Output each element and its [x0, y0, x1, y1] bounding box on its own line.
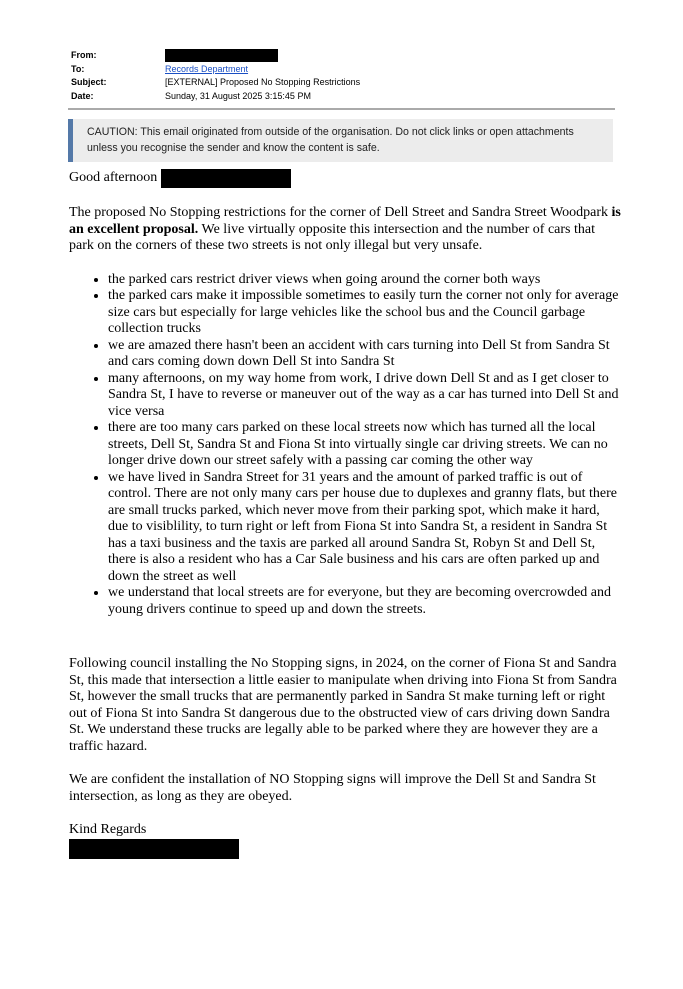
- concerns-list: [69, 272, 621, 619]
- email-header: [71, 49, 360, 103]
- confident-paragraph: We are confident the installation of NO Stopping signs will improve the Dell St and Sandra St intersection, as long as they are obeyed.: [69, 772, 596, 804]
- subject-row: [71, 76, 360, 90]
- caution-banner: [68, 119, 613, 162]
- list-item: • we have lived in Sandra Street for 31 years and the amount of parked traffic is out of control. There are not only many cars per house due to duplexes and granny flats, but there are small trucks parked, which never move from their parking spot, which make it hard, due to visiblility, to turn right or left from Fiona St into Sandra St, a resident in Sandra St has a taxi business and the taxis are parked all around Sandra St, Robyn St and Dell St, there is also a resident who has a Car Sale business and his cars are often parked up and down the street as well: [108, 470, 621, 586]
- date-row: [71, 90, 360, 104]
- recipient-redaction: [161, 169, 291, 188]
- list-item: • the parked cars restrict driver views when going around the corner both ways: [108, 272, 621, 289]
- from-row: [71, 49, 360, 63]
- signoff-text: Kind Regards: [69, 822, 147, 837]
- list-item: • many afternoons, on my way home from work, I drive down Dell St and as I get closer to Sandra St, I have to reverse or maneuver out of the way as a car has turned into Dell St and vice versa: [108, 371, 621, 421]
- following-paragraph: Following council installing the No Stopping signs, in 2024, on the corner of Fiona St and Sandra St, this made that intersection a little easier to manipulate when driving into Fiona St from Sandra St, however the small trucks that are permanently parked in Sandra St make turning left or right out of Fiona St into Sandra St dangerous due to the obstructed view of cars driving down Sandra St. We understand these trucks are legally able to be parked where they are however they are a traffic hazard.: [69, 656, 617, 754]
- caution-text: CAUTION: This email originated from outside of the organisation. Do not click links or open attachments unless you recognise the sender and know the content is safe.: [87, 126, 574, 154]
- to-row: [71, 63, 360, 77]
- intro-text-continued: We live virtually opposite this intersection and the number of cars that park on the corners of these two streets is not only illegal but very unsafe.: [69, 221, 595, 253]
- intro-emphasis: is an excellent proposal.: [69, 205, 621, 237]
- list-item: • there are too many cars parked on these local streets now which has turned all the local streets, Dell St, Sandra St and Fiona St into virtually single car driving streets. We can no longer drive down our street safely with a passing car coming the other way: [108, 420, 621, 470]
- email-body: [69, 169, 621, 864]
- list-item: • we are amazed there hasn't been an accident with cars turning into Dell St from Sandra St and cars coming down down Dell St into Sandra St: [108, 338, 621, 371]
- intro-paragraph: [69, 205, 621, 255]
- list-item: • we understand that local streets are for everyone, but they are becoming overcrowded and young drivers continue to speed up and down the streets.: [108, 585, 621, 618]
- to-recipient-link[interactable]: Records Department: [165, 63, 249, 74]
- subject-value: [EXTERNAL] Proposed No Stopping Restrictions: [165, 77, 361, 87]
- date-value: Sunday, 31 August 2025 3:15:45 PM: [165, 90, 311, 101]
- greeting-text: Good afternoon: [69, 170, 158, 186]
- to-label: To:: [71, 63, 85, 74]
- greeting-line: [69, 169, 621, 188]
- from-redaction: [165, 49, 278, 62]
- signature-redaction: [69, 839, 239, 859]
- from-label: From:: [71, 50, 97, 60]
- date-label: Date:: [71, 90, 94, 101]
- subject-label: Subject:: [71, 77, 107, 87]
- intro-text: The proposed No Stopping restrictions for the corner of Dell Street and Sandra Street Woodpark: [69, 205, 612, 220]
- header-divider: [68, 108, 615, 110]
- list-item: • the parked cars make it impossible sometimes to easily turn the corner not only for average size cars but especially for large vehicles like the school bus and the Council garbage collection trucks: [108, 288, 621, 338]
